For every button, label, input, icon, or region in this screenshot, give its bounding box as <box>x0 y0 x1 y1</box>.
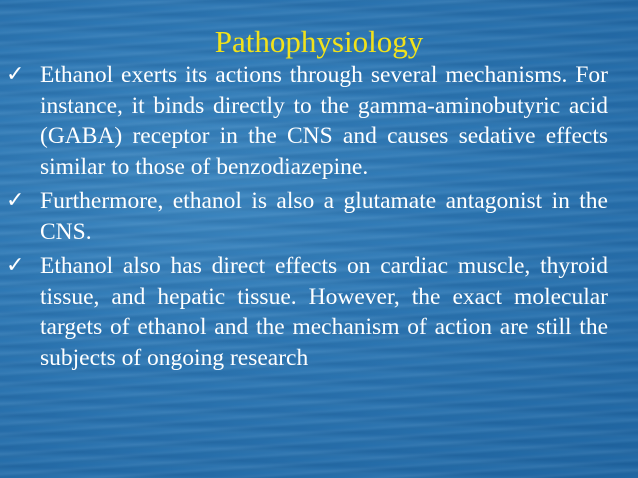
bullet-item <box>0 186 638 247</box>
checkmark-icon: ✓ <box>6 62 25 87</box>
slide-title: Pathophysiology <box>214 24 424 59</box>
bullet-item <box>0 60 638 182</box>
bullet-text: Ethanol also has direct effects on cardiac muscle, thyroid tissue, and hepatic tissue. However, the exact molecular targets of ethanol and the mechanism of action are still the subjects of ongoing research <box>40 253 608 371</box>
checkmark-icon: ✓ <box>6 253 25 278</box>
bullet-item <box>0 251 638 373</box>
checkmark-icon: ✓ <box>6 188 25 213</box>
bullet-text: Ethanol exerts its actions through several mechanisms. For instance, it binds directly to the gamma-aminobutyric acid (GABA) receptor in the CNS and causes sedative effects similar to those of benzodiazepine. <box>40 62 608 180</box>
bullet-list <box>0 60 638 373</box>
bullet-text: Furthermore, ethanol is also a glutamate antagonist in the CNS. <box>40 188 608 245</box>
